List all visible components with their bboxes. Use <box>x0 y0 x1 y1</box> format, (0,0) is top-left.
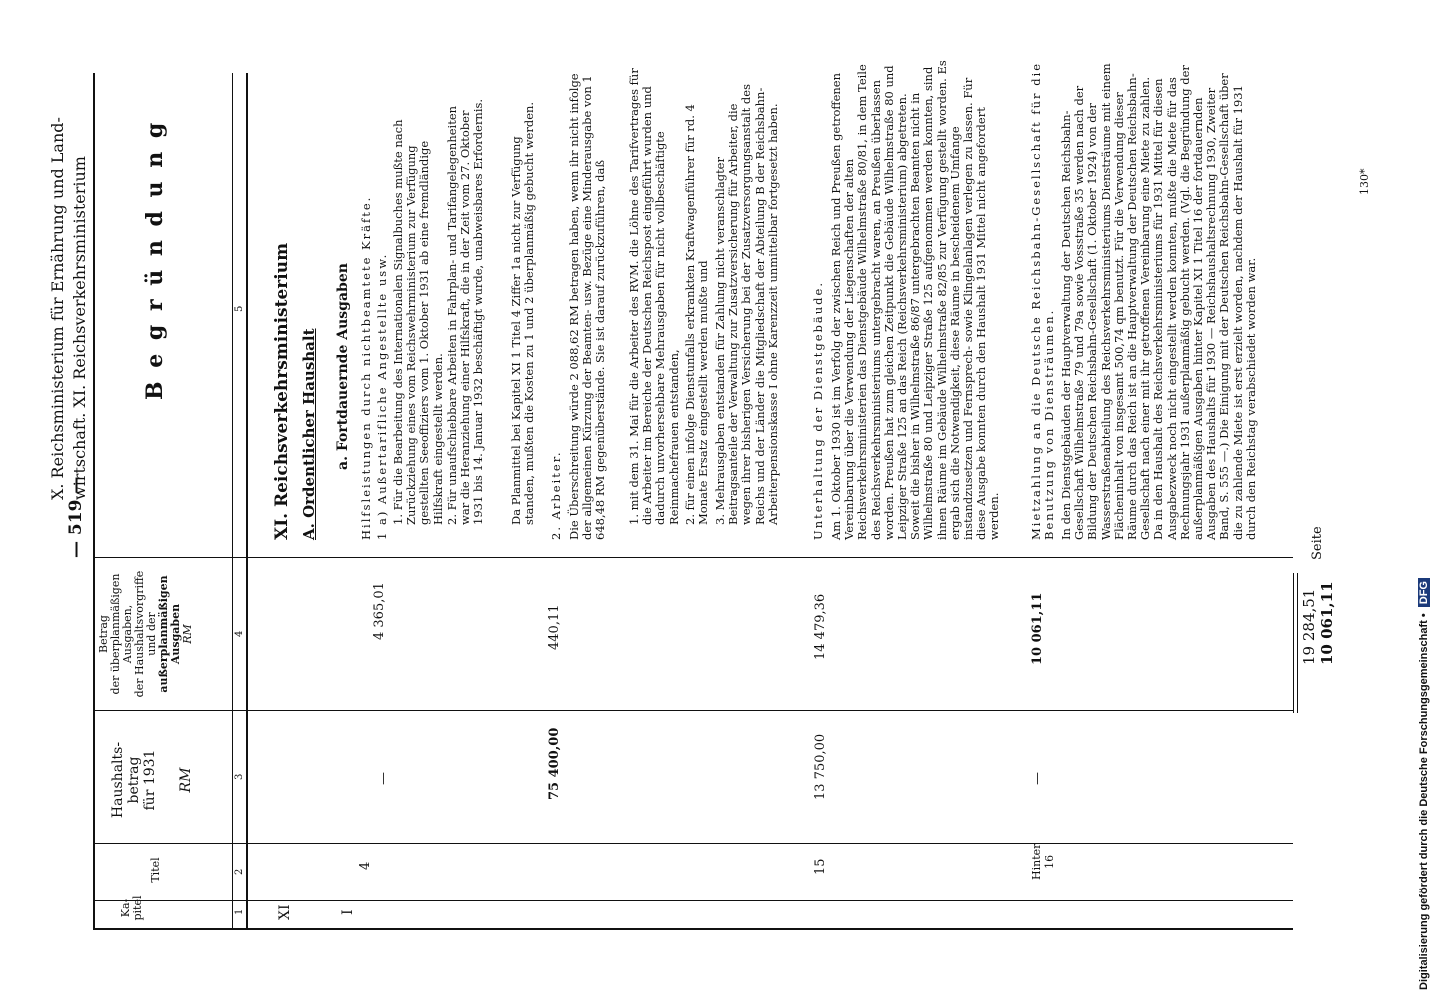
col4-line-5: außerplanmäßigen <box>157 575 170 693</box>
row3-titel: 15 <box>813 858 828 875</box>
col-header-begruendung: B e g r ü n d u n g <box>142 119 168 400</box>
page-number: — 519 — <box>66 476 86 558</box>
para-planmittel: Da Planmittel bei Kapitel XI 1 Titel 4 Ziffer 1a nicht zur Verfügung standen, mußten die Kosten zu 1 und 2 überplanmäßig gebucht werden. <box>509 101 537 525</box>
kapitel-sub: I <box>340 909 356 915</box>
total-top-line <box>1293 573 1294 713</box>
col4-line-4: und der <box>145 612 158 656</box>
table-left-border <box>93 928 1293 930</box>
colnum-3: 3 <box>234 773 245 780</box>
para-mietzahlung-heading: Mietzahlung an die Deutsche Reichsbahn-Gesellschaft für die Benutzung von Diensträumen. <box>1029 61 1057 540</box>
row2-betrag: 440,11 <box>547 604 562 650</box>
para-arbeiter-2: 2. für einen infolge Dienstunfalls erkrankten Kraftwagenführer für rd. 4 Monate Ersatz eingestellt werden mußte und <box>683 104 711 525</box>
col-header-kapitel: Ka- pitel <box>119 895 144 921</box>
colnum-4: 4 <box>234 630 245 637</box>
colnum-1: 1 <box>234 908 245 915</box>
col4-line-1: der überplanmäßigen <box>109 573 122 695</box>
colnum-border <box>246 73 248 928</box>
col-header-titel: Titel <box>149 857 162 883</box>
para-unterhaltung-heading: Unterhaltung der Dienstgebäude. <box>811 281 825 540</box>
col4-line-6: Ausgaben <box>169 603 182 665</box>
col2-col3-divider <box>93 843 1293 844</box>
col4-unit: RM <box>181 624 194 644</box>
para-item-1: 1. Für die Bearbeitung des Internationalen Signalbuches mußte nach Zurückziehung eines vom Reichswehrministerium zur Verfügung gestellten Seeoffiziers vom 1. Oktober 1931 ab eine fremdländige Hilfskraft eingestellt werden. <box>391 119 445 525</box>
colnum-5: 5 <box>234 305 245 312</box>
para-angestellte: 1 a) Außertarifliche Angestellte usw. <box>375 252 389 540</box>
para-arbeiter-1: 1. mit dem 31. Mai für die Arbeiter des RVM. die Löhne des Tarifvertrages für die Arbeiter im Bereiche der Deutschen Reichspost eingeführt wurden und dadurch unvorhersehbare Mehrausgaben für nicht vollbeschäftigte Reinmachefrauen entstanden, <box>627 68 681 525</box>
row2-betrag1931: 75 400,00 <box>547 727 562 800</box>
col-header-haushaltsbetrag: Haushalts- betrag für 1931 RM <box>110 741 194 819</box>
section-heading-ministry: XI. Reichsverkehrsministerium <box>272 242 292 540</box>
footer-page-number: 130* <box>1358 168 1371 195</box>
running-title-line2: wirtschaft. XI. Reichsverkehrsministerium <box>70 156 89 500</box>
row3-betrag1931: 13 750,00 <box>813 733 828 800</box>
kapitel-number: XI <box>277 904 293 920</box>
row1-titel: 4 <box>358 861 373 870</box>
para-unterhaltung: Am 1. Oktober 1930 ist im Verfolg der zwischen Reich und Preußen getroffenen Vereinbarung über die Verwendung der Liegenschaften der alten Reichsverkehrsministerien das Dienstgebäude Wilhelmstraße 80/81, in dem Teile des Reichsverkehrsministeriums untergebracht waren, an Preußen überlassen worden. Preußen hat zum gleichen Zeitpunkt die Gebäude Wilhelmstraße 80 und Leipziger Straße 125 an das Reich (Reichsverkehrsministerium) abgetreten. Soweit die bisher in Wilhelmstraße 86/87 untergebrachten Beamten nicht in Wilhelmstraße 80 und Leipziger Straße 125 aufgenommen werden konnten, sind ihnen Räume im Gebäude Wilhelmstraße 82/85 zur Verfügung gestellt worden. Es ergab sich die Notwendigkeit, diese Räume in bescheidenem Umfange instandzusetzen und Fernsprech- sowie Klingelanlagen verlegen zu lassen. Für diese Ausgabe konnten durch den Haushalt 1931 Mittel nicht angefordert werden. <box>829 60 1002 540</box>
section-heading-haushalt: A. Ordentlicher Haushalt <box>300 328 318 540</box>
row3-betrag: 14 479,36 <box>813 593 828 660</box>
dfg-logo: DFG <box>1418 578 1430 607</box>
total-bottom-line <box>1297 573 1298 713</box>
colnum-2: 2 <box>234 868 245 875</box>
col4-line-2: Ausgaben, <box>121 604 134 664</box>
para-arbeiter: 2. Arbeiter. <box>549 450 563 540</box>
row4-betrag1931: — <box>1030 772 1045 785</box>
total-sum2: 10 061,11 <box>1318 581 1336 665</box>
para-item-2: 2. Für unaufschiebbare Arbeiten in Fahrplan- und Tarifangelegenheiten war die Heranziehung einer Hilfskraft, die in der Zeit vom 27. Oktober 1931 bis 14. Januar 1932 beschäftigt wurde, unabweisbares Erfordernis. <box>445 98 486 525</box>
col1-col2-divider <box>93 900 1293 901</box>
total-sum: 19 284,51 <box>1300 588 1318 665</box>
col-header-betrag <box>98 560 194 708</box>
row1-betrag: 4 365,01 <box>372 582 387 640</box>
row1-betrag1931: — <box>376 772 391 785</box>
digitization-note: Digitalisierung gefördert durch die Deutsche Forschungsgemeinschaft • DFG <box>1418 578 1430 990</box>
header-bottom-border <box>232 73 233 928</box>
row4-betrag: 10 061,11 <box>1030 592 1045 665</box>
para-mietzahlung: In den Dienstgebäuden der Hauptverwaltung der Deutschen Reichsbahn-Gesellschaft Wilhelmstraße 79 und 79a sowie Vossstraße 35 werden nach der Bildung der Deutschen Reichsbahn-Gesellschaft (1. Oktober 1924) von der Wasserstraßenabteilung des Reichsverkehrsministeriums Diensträume mit einem Flächeninhalt von insgesamt 500,74 qm benutzt. Für die Verwendung dieser Räume durch das Reich ist an die Hauptverwaltung der Deutschen Reichsbahn-Gesellschaft nach einer mit ihr getroffenen Vereinbarung eine Miete zu zahlen. Da in den Haushalt des Reichsverkehrsministeriums für 1931 Mittel für diesen Ausgabezweck noch nicht eingestellt werden konnten, mußte die Miete für das Rechnungsjahr 1931 außerplanmäßig gebucht werden. (Vgl. die Begründung der außerplanmäßigen Ausgaben hinter Kapitel XI 1 Titel 16 der fortdauernden Ausgaben des Haushalts für 1930 — Reichshaushaltsrechnung 1930, Zweiter Band, S. 555 —.) Die Einigung mit der Deutschen Reichsbahn-Gesellschaft über die zu zahlende Miete ist erst erzielt worden, nachdem der Haushalt für 1931 durch den Reichstag verabschiedet worden war. <box>1059 63 1258 540</box>
para-hilfsleistungen: Hilfsleistungen durch nichtbeamtete Kräfte. <box>359 195 373 540</box>
para-ueberschreitung: Die Überschreitung würde 2 088,62 RM betragen haben, wenn ihr nicht infolge der allgemeinen Kürzung der Beamten- usw. Bezüge eine Minderausgabe von 1 648,48 RM gegenüberstände. Sie ist darauf zurückzuführen, daß <box>567 73 608 540</box>
col3-col4-divider <box>93 710 1293 711</box>
table-top-border <box>93 73 95 928</box>
running-title-line1: X. Reichsministerium für Ernährung und Land- <box>48 117 67 500</box>
col4-line-3: der Haushaltsvorgriffe <box>133 570 146 698</box>
total-label: Seite <box>1310 526 1325 560</box>
col4-col5-divider <box>93 557 1293 558</box>
col4-line-0: Betrag <box>97 615 110 653</box>
para-arbeiter-3: 3. Mehrausgaben entstanden für Zahlung nicht veranschlagter Beitragsanteile der Verwaltung zur Zusatzversicherung für Arbeiter, die wegen ihrer bisherigen Versicherung bei der Zusatzversorgungsanstalt des Reichs und der Länder die Mitgliedschaft der Abteilung B der Reichsbahn-Arbeiterpensionskasse I ohne Karenzzeit unmittelbar fortgesetzt haben. <box>713 84 780 525</box>
row4-titel: Hinter 16 <box>1030 843 1056 880</box>
section-heading-ausgaben: a. Fortdauernde Ausgaben <box>335 263 351 470</box>
